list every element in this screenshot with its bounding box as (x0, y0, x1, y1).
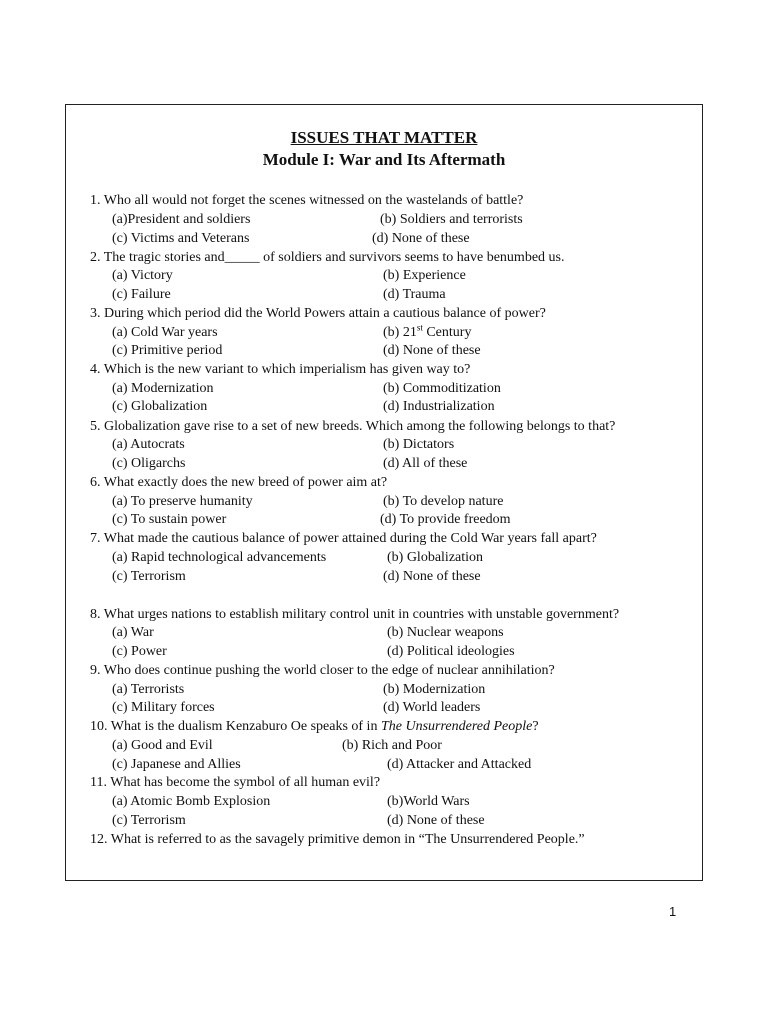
question-9-option-a: (a) Terrorists (112, 682, 185, 697)
question-11-option-d: (d) None of these (387, 813, 485, 828)
question-8-option-d: (d) Political ideologies (387, 644, 515, 659)
question-3-option-b-superscript: st (416, 322, 423, 333)
question-9-text: 9. Who does continue pushing the world closer to the edge of nuclear annihilation? (90, 663, 555, 678)
question-10-option-a: (a) Good and Evil (112, 738, 213, 753)
question-3-option-b (383, 324, 471, 342)
question-10-book-title: The Unsurrendered People (380, 719, 533, 734)
question-4-text: 4. Which is the new variant to which imperialism has given way to? (90, 362, 471, 377)
question-4-option-d: (d) Industrialization (383, 399, 495, 414)
question-9-option-b: (b) Modernization (383, 682, 486, 697)
question-7-option-c: (c) Terrorism (112, 569, 186, 584)
question-5-option-b: (b) Dictators (383, 437, 455, 452)
question-3-option-c: (c) Primitive period (112, 343, 223, 358)
question-3-option-b-prefix: (b) 21 (383, 325, 417, 340)
question-1-option-d: (d) None of these (372, 231, 470, 246)
question-3-option-b-suffix: Century (422, 325, 472, 340)
question-4-option-b: (b) Commoditization (383, 381, 501, 396)
question-1-option-b: (b) Soldiers and terrorists (380, 212, 523, 227)
question-5-text: 5. Globalization gave rise to a set of new breeds. Which among the following belongs to that? (90, 419, 616, 434)
question-5-option-a: (a) Autocrats (112, 437, 185, 452)
question-10-option-b: (b) Rich and Poor (342, 738, 442, 753)
question-2-option-b: (b) Experience (383, 268, 466, 283)
question-2-text: 2. The tragic stories and_____ of soldiers and survivors seems to have benumbed us. (90, 250, 565, 265)
question-5-option-c: (c) Oligarchs (112, 456, 186, 471)
question-11-text: 11. What has become the symbol of all human evil? (90, 775, 381, 790)
question-3-option-d: (d) None of these (383, 343, 481, 358)
question-6-option-d: (d) To provide freedom (380, 512, 511, 527)
question-8-option-b: (b) Nuclear weapons (387, 625, 504, 640)
question-1-text: 1. Who all would not forget the scenes witnessed on the wastelands of battle? (90, 193, 524, 208)
question-8-option-a: (a) War (112, 625, 154, 640)
question-10-option-c: (c) Japanese and Allies (112, 757, 241, 772)
question-1-option-a: (a)President and soldiers (112, 212, 251, 227)
question-6-option-b: (b) To develop nature (383, 494, 504, 509)
question-10-text-suffix: ? (532, 719, 539, 734)
document-title: ISSUES THAT MATTER (290, 128, 478, 147)
question-12-text: 12. What is referred to as the savagely primitive demon in “The Unsurrendered People.” (90, 832, 585, 847)
question-6-option-c: (c) To sustain power (112, 512, 227, 527)
question-10-text-prefix: 10. What is the dualism Kenzaburo Oe speaks of in (90, 719, 381, 734)
question-10-text (90, 718, 539, 736)
question-4-option-c: (c) Globalization (112, 399, 208, 414)
question-10-option-d: (d) Attacker and Attacked (387, 757, 532, 772)
question-3-option-a: (a) Cold War years (112, 325, 218, 340)
question-6-option-a: (a) To preserve humanity (112, 494, 253, 509)
question-9-option-d: (d) World leaders (383, 700, 481, 715)
question-6-text: 6. What exactly does the new breed of power aim at? (90, 475, 388, 490)
question-8-text: 8. What urges nations to establish military control unit in countries with unstable government? (90, 607, 620, 622)
question-7-text: 7. What made the cautious balance of power attained during the Cold War years fall apart? (90, 531, 597, 546)
question-5-option-d: (d) All of these (383, 456, 468, 471)
question-8-option-c: (c) Power (112, 644, 167, 659)
question-2-option-a: (a) Victory (112, 268, 173, 283)
question-3-text: 3. During which period did the World Powers attain a cautious balance of power? (90, 306, 546, 321)
question-9-option-c: (c) Military forces (112, 700, 215, 715)
question-7-option-b: (b) Globalization (387, 550, 484, 565)
question-2-option-d: (d) Trauma (383, 287, 446, 302)
question-1-option-c: (c) Victims and Veterans (112, 231, 250, 246)
question-4-option-a: (a) Modernization (112, 381, 214, 396)
question-11-option-b: (b)World Wars (387, 794, 470, 809)
question-7-option-a: (a) Rapid technological advancements (112, 550, 327, 565)
module-subtitle: Module I: War and Its Aftermath (262, 150, 506, 169)
question-2-option-c: (c) Failure (112, 287, 171, 302)
page-number: 1 (669, 904, 677, 919)
question-11-option-a: (a) Atomic Bomb Explosion (112, 794, 271, 809)
question-11-option-c: (c) Terrorism (112, 813, 186, 828)
question-7-option-d: (d) None of these (383, 569, 481, 584)
